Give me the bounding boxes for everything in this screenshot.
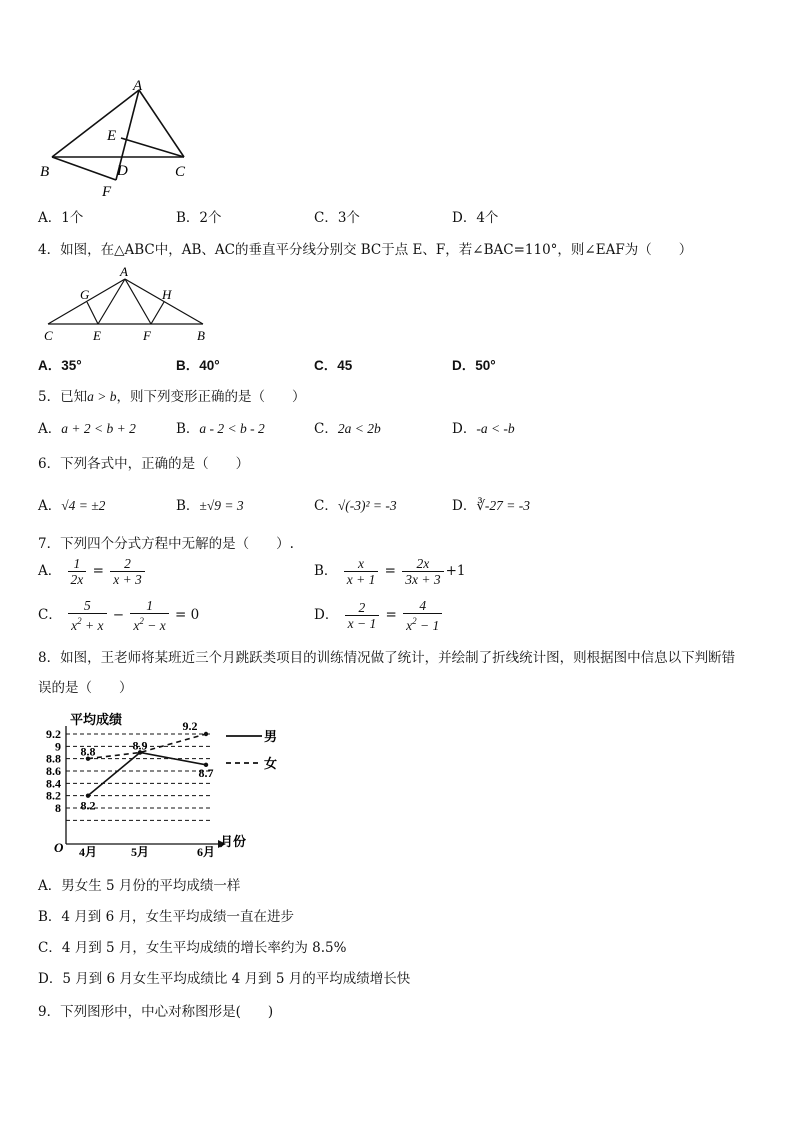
data-label: 8.2 bbox=[80, 798, 96, 813]
y-tick-label: 9 bbox=[55, 739, 61, 754]
q6-option-b: B．±√9 = 3 bbox=[176, 498, 244, 514]
q8-line-chart bbox=[30, 708, 290, 860]
q3-option-b: B．2个 bbox=[176, 210, 222, 226]
x-tick-label: 4月 bbox=[78, 845, 98, 859]
q5-option-a: A．a + 2 < b + 2 bbox=[38, 421, 136, 437]
q4-stem: 4．如图，在△ABC中，AB、AC的垂直平分线分别交 BC于点 E、F，若∠BAC=110°，则∠EAF为（ ） bbox=[38, 242, 693, 258]
data-point bbox=[86, 793, 90, 797]
q6-stem: 6．下列各式中，正确的是（ ） bbox=[38, 456, 250, 472]
svg-text:F: F bbox=[143, 328, 151, 343]
q7-stem: 7．下列四个分式方程中无解的是（ ）. bbox=[38, 536, 294, 552]
x-tick-label: 5月 bbox=[130, 845, 150, 859]
q5-stem: 5．已知a > b，则下列变形正确的是（ ） bbox=[38, 389, 306, 405]
legend-female-label: 女 bbox=[264, 756, 278, 771]
q4-option-d: D．50° bbox=[452, 358, 496, 373]
q7-option-d: D． $\frac{2}{x - 1}$ = $\frac{4}{x^2 - 1}$ bbox=[314, 598, 444, 633]
y-tick-label: 8 bbox=[55, 801, 61, 815]
q4-option-a: A．35° bbox=[38, 358, 82, 373]
y-tick-label: 9.2 bbox=[46, 727, 61, 741]
y-tick-label: 8.6 bbox=[46, 764, 61, 778]
data-label: 8.8 bbox=[80, 744, 96, 759]
point-label-e: E bbox=[107, 128, 117, 144]
point-label-b: B bbox=[40, 164, 50, 180]
q5-option-b: B．a - 2 < b - 2 bbox=[176, 421, 265, 437]
point-label-a: A bbox=[133, 78, 143, 94]
q3-option-d: D．4个 bbox=[452, 210, 499, 226]
data-label: 9.2 bbox=[182, 719, 198, 733]
q8-option-a: A．男女生 5 月份的平均成绩一样 bbox=[38, 878, 241, 894]
y-tick-label: 8.4 bbox=[46, 776, 61, 791]
q9-stem: 9．下列图形中，中心对称图形是( ) bbox=[38, 1004, 274, 1020]
svg-text:B: B bbox=[197, 328, 205, 343]
q7-option-b: B． $\frac{x}{x + 1}$ = $\frac{2x}{3x + 3}$ +1 bbox=[314, 556, 466, 587]
point-label-c: C bbox=[175, 164, 186, 180]
q4-figure bbox=[40, 262, 220, 344]
svg-text:A: A bbox=[120, 264, 128, 279]
q3-figure bbox=[36, 78, 206, 203]
chart-title: 平均成绩 bbox=[70, 712, 123, 727]
svg-text:E: E bbox=[93, 328, 101, 343]
x-tick-label: 6月 bbox=[196, 845, 216, 859]
svg-text:C: C bbox=[44, 328, 53, 343]
q5-option-c: C．2a < 2b bbox=[314, 421, 381, 437]
x-axis-label: 月份 bbox=[220, 834, 247, 849]
q3-option-a: A．1个 bbox=[38, 210, 84, 226]
y-tick-label: 8.2 bbox=[46, 788, 61, 803]
svg-text:G: G bbox=[80, 287, 90, 302]
q8-option-c: C．4 月到 5 月，女生平均成绩的增长率约为 8.5% bbox=[38, 940, 347, 956]
q6-option-a: A．√4 = ±2 bbox=[38, 498, 106, 514]
point-label-f: F bbox=[102, 184, 112, 200]
legend-male-label: 男 bbox=[264, 729, 278, 744]
origin-label: O bbox=[54, 840, 64, 855]
q4-option-b: B．40° bbox=[176, 358, 220, 373]
data-point bbox=[204, 732, 208, 736]
svg-text:H: H bbox=[162, 287, 172, 302]
q8-stem-line2: 误的是（ ） bbox=[38, 680, 133, 696]
q3-option-c: C．3个 bbox=[314, 210, 360, 226]
q5-option-d: D．-a < -b bbox=[452, 421, 515, 437]
q6-option-d: D．∛-27 = -3 bbox=[452, 498, 531, 514]
q8-option-b: B．4 月到 6 月，女生平均成绩一直在进步 bbox=[38, 909, 294, 925]
data-label: 8.9 bbox=[132, 738, 148, 753]
data-label: 8.7 bbox=[198, 765, 214, 780]
q4-option-c: C．45 bbox=[314, 358, 353, 373]
point-label-d: D bbox=[117, 163, 128, 179]
q7-option-a: A． $\frac{1}{2x}$ = $\frac{2}{x + 3}$ bbox=[38, 556, 147, 587]
q8-stem-line1: 8．如图，王老师将某班近三个月跳跃类项目的训练情况做了统计，并绘制了折线统计图，则根据图中信息以下判断错 bbox=[38, 650, 736, 666]
q7-option-c: C． $\frac{5}{x^2 + x}$ − $\frac{1}{x^2 - x}$ = 0 bbox=[38, 598, 200, 633]
y-tick-label: 8.8 bbox=[46, 751, 61, 766]
q6-option-c: C．√(-3)² = -3 bbox=[314, 498, 397, 514]
q8-option-d: D．5 月到 6 月女生平均成绩比 4 月到 5 月的平均成绩增长快 bbox=[38, 971, 411, 987]
